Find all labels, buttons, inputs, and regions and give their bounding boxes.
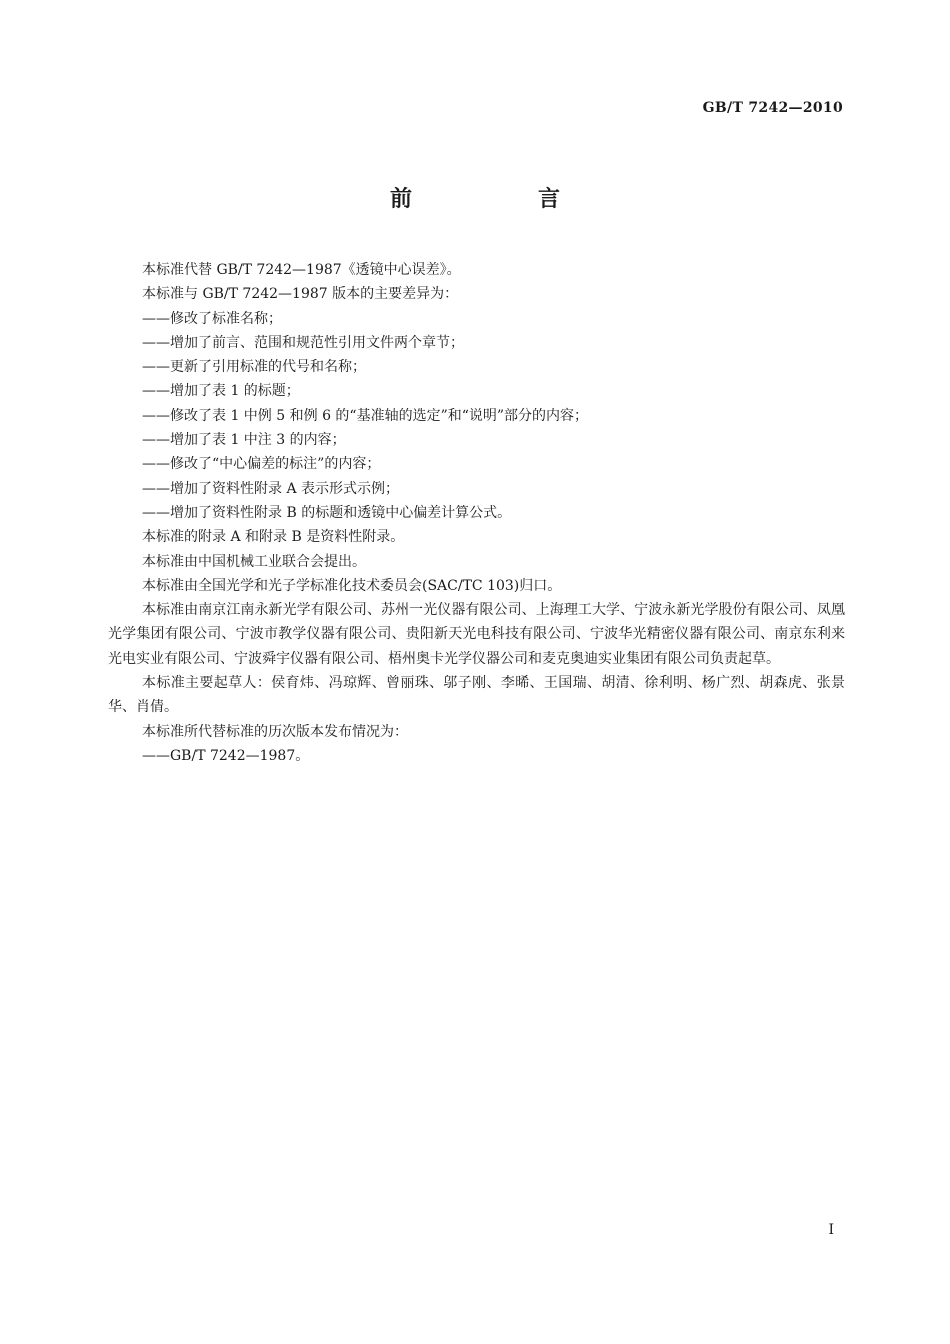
change-list-item: ——修改了表 1 中例 5 和例 6 的“基准轴的选定”和“说明”部分的内容； [142,407,589,424]
paragraph: 本标准与 GB/T 7242—1987 版本的主要差异为： [142,286,459,303]
paragraph: 本标准由全国光学和光子学标准化技术委员会(SAC/TC 103)归口。 [142,577,562,594]
page-title: 前 言 [389,187,612,212]
drafting-organizations-paragraph: 本标准由南京江南永新光学有限公司、苏州一光仪器有限公司、上海理工大学、宁波永新光学股份有限公司、凤凰光学集团有限公司、宁波市教学仪器有限公司、贵阳新天光电科技有限公司、宁波华光精密仪器有限公司、南京东利来光电实业有限公司、宁波舜宇仪器有限公司、梧州奥卡光学仪器公司和麦克奥迪实业集团有限公司负责起草。 [108,602,845,667]
change-list-item: ——更新了引用标准的代号和名称； [142,359,366,376]
change-list-item: ——增加了前言、范围和规范性引用文件两个章节； [142,334,464,351]
paragraph: 本标准代替 GB/T 7242—1987《透镜中心误差》。 [142,262,461,278]
version-history-item: ——GB/T 7242—1987。 [142,747,310,764]
change-list-item: ——增加了表 1 的标题； [142,383,300,400]
change-list-item: ——增加了表 1 中注 3 的内容； [142,432,346,449]
drafters-paragraph: 本标准主要起草人：侯育炜、冯琼辉、曾丽珠、邬子刚、李晞、王国瑞、胡清、徐利明、杨广烈、胡森虎、张景华、肖倩。 [108,675,845,716]
paragraph: 本标准由中国机械工业联合会提出。 [142,553,366,570]
page-number: I [828,1222,834,1238]
change-list-item: ——修改了“中心偏差的标注”的内容； [142,456,381,473]
paragraph: 本标准所代替标准的历次版本发布情况为： [142,723,408,740]
paragraph: 本标准的附录 A 和附录 B 是资料性附录。 [142,529,405,546]
change-list-item: ——增加了资料性附录 A 表示形式示例； [142,480,400,497]
change-list-item: ——修改了标准名称； [142,310,282,327]
change-list-item: ——增加了资料性附录 B 的标题和透镜中心偏差计算公式。 [142,504,512,521]
standard-code: GB/T 7242—2010 [702,100,843,116]
foreword-body [108,258,845,768]
